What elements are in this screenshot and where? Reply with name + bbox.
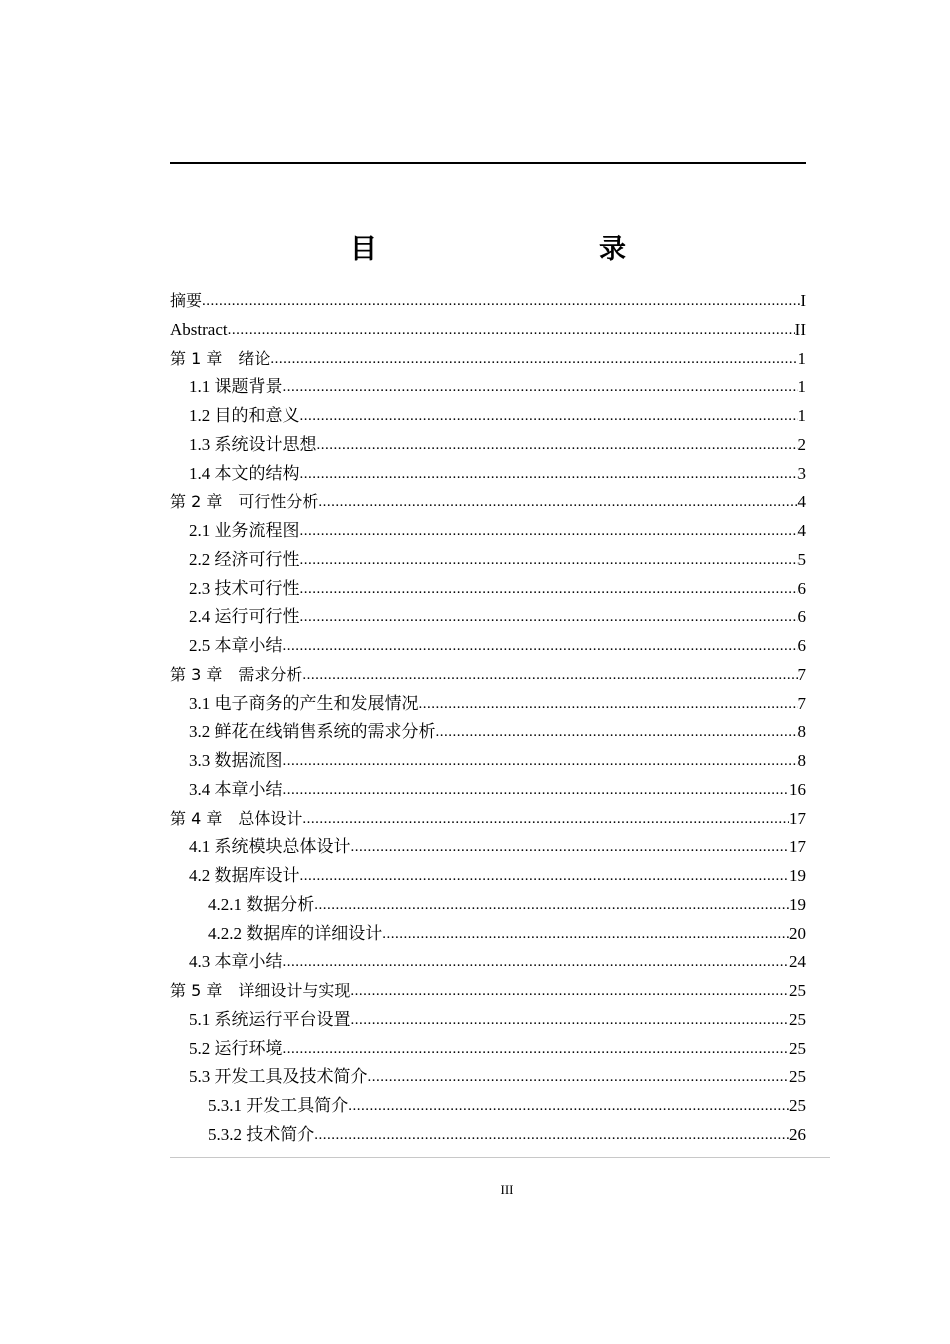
toc-entry-label: 摘要 <box>170 291 203 310</box>
toc-dot-leader <box>283 948 790 977</box>
toc-dot-leader <box>302 805 789 834</box>
toc-entry-page: 17 <box>789 837 806 857</box>
toc-chapter-entry[interactable] <box>170 977 806 1006</box>
toc-dot-leader <box>382 920 789 949</box>
toc-entry-label: 第 3 章 需求分析 <box>170 664 303 684</box>
toc-dot-leader <box>283 776 790 805</box>
toc-chapter-entry[interactable] <box>170 805 806 834</box>
toc-section-entry[interactable] <box>170 517 806 546</box>
toc-entry-page: 6 <box>797 636 806 655</box>
table-of-contents <box>170 287 806 1150</box>
toc-entry-page: 25 <box>789 1009 806 1029</box>
toc-dot-leader <box>350 977 789 1006</box>
toc-dot-leader <box>300 517 798 546</box>
toc-entry-page: 8 <box>797 722 806 742</box>
toc-entry-page: 1 <box>797 377 806 397</box>
toc-chapter-entry[interactable] <box>170 661 806 690</box>
toc-entry-page: 24 <box>789 952 806 972</box>
toc-section-entry[interactable] <box>170 1035 806 1064</box>
toc-dot-leader <box>202 287 800 316</box>
toc-entry-page: 25 <box>789 981 806 1000</box>
toc-entry-page: 25 <box>789 1067 806 1087</box>
toc-entry-page: 17 <box>789 808 806 828</box>
toc-dot-leader <box>368 1063 790 1092</box>
toc-entry-page: 26 <box>789 1124 806 1144</box>
toc-entry-page: 2 <box>797 434 806 454</box>
toc-section-entry[interactable] <box>170 632 806 661</box>
toc-entry-label: 第 1 章 绪论 <box>170 348 271 368</box>
toc-dot-leader <box>283 747 798 776</box>
toc-entry-page: 1 <box>797 348 806 368</box>
toc-entry-page: 7 <box>797 693 806 713</box>
toc-dot-leader <box>283 632 798 661</box>
toc-section-entry[interactable] <box>170 460 806 489</box>
toc-chapter-entry[interactable] <box>170 345 806 374</box>
toc-subsection-entry[interactable] <box>170 1121 806 1150</box>
toc-section-entry[interactable] <box>170 690 806 719</box>
toc-entry-label: Abstract <box>170 319 228 339</box>
toc-entry-label: 2.3 技术可行性 <box>189 578 300 598</box>
toc-dot-leader <box>314 891 789 920</box>
toc-entry-label: 3.4 本章小结 <box>189 779 283 799</box>
header-rule <box>170 162 806 164</box>
toc-section-entry[interactable] <box>170 862 806 891</box>
toc-chapter-entry[interactable] <box>170 287 806 316</box>
toc-section-entry[interactable] <box>170 1063 806 1092</box>
toc-chapter-entry[interactable] <box>170 488 806 517</box>
toc-subsection-entry[interactable] <box>170 891 806 920</box>
toc-entry-label: 3.3 数据流图 <box>189 751 283 770</box>
toc-section-entry[interactable] <box>170 1006 806 1035</box>
toc-dot-leader <box>302 661 797 690</box>
toc-dot-leader <box>351 1006 790 1035</box>
toc-entry-label: 5.1 系统运行平台设置 <box>189 1009 351 1029</box>
toc-entry-label: 第 4 章 总体设计 <box>170 808 303 828</box>
toc-dot-leader <box>270 345 797 374</box>
toc-dot-leader <box>283 373 798 402</box>
toc-dot-leader <box>300 575 798 604</box>
toc-dot-leader <box>436 718 798 747</box>
toc-entry-label: 2.4 运行可行性 <box>189 607 300 627</box>
toc-dot-leader <box>300 402 798 431</box>
toc-entry-page: 5 <box>797 549 806 569</box>
toc-entry-label: 2.1 业务流程图 <box>189 521 300 540</box>
toc-entry-page: 25 <box>789 1096 806 1115</box>
toc-entry-page: 6 <box>797 607 806 627</box>
toc-entry-page: 7 <box>797 664 806 684</box>
toc-dot-leader <box>317 431 798 460</box>
toc-entry-label: 4.2 数据库设计 <box>189 866 300 885</box>
toc-entry-label: 2.5 本章小结 <box>189 636 283 655</box>
toc-dot-leader <box>283 1035 790 1064</box>
toc-entry-page: 20 <box>789 923 806 943</box>
toc-entry-page: 4 <box>797 492 806 512</box>
footer-rule <box>170 1157 830 1158</box>
toc-entry-label: 1.4 本文的结构 <box>189 463 300 483</box>
toc-section-entry[interactable] <box>170 373 806 402</box>
toc-section-entry[interactable] <box>170 402 806 431</box>
toc-entry-page: 6 <box>797 578 806 598</box>
toc-subsection-entry[interactable] <box>170 920 806 949</box>
toc-section-entry[interactable] <box>170 747 806 776</box>
toc-section-entry[interactable] <box>170 546 806 575</box>
toc-entry-page: 25 <box>789 1038 806 1058</box>
toc-entry-label: 1.2 目的和意义 <box>189 406 300 425</box>
toc-section-entry[interactable] <box>170 575 806 604</box>
toc-dot-leader <box>419 690 798 719</box>
toc-section-entry[interactable] <box>170 431 806 460</box>
page-number: III <box>500 1182 514 1197</box>
toc-entry-label: 5.2 运行环境 <box>189 1038 283 1058</box>
toc-entry-page: 1 <box>797 406 806 425</box>
toc-section-entry[interactable] <box>170 718 806 747</box>
toc-section-entry[interactable] <box>170 948 806 977</box>
toc-entry-page: 19 <box>789 866 806 885</box>
toc-entry-label: 2.2 经济可行性 <box>189 549 300 569</box>
toc-entry-label: 4.2.1 数据分析 <box>208 894 315 914</box>
toc-entry-page: 3 <box>797 463 806 483</box>
toc-entry-page: 8 <box>797 751 806 770</box>
toc-entry-label: 5.3.2 技术简介 <box>208 1124 315 1144</box>
toc-entry-label: 1.1 课题背景 <box>189 377 283 397</box>
toc-entry-label: 5.3 开发工具及技术简介 <box>189 1067 368 1087</box>
toc-entry-label: 3.1 电子商务的产生和发展情况 <box>189 693 419 713</box>
toc-dot-leader <box>348 1092 789 1121</box>
toc-entry-page: 4 <box>797 521 806 540</box>
toc-dot-leader <box>300 546 798 575</box>
toc-entry-label: 4.3 本章小结 <box>189 952 283 972</box>
toc-dot-leader <box>228 316 795 345</box>
toc-dot-leader <box>314 1121 789 1150</box>
toc-dot-leader <box>300 862 790 891</box>
toc-title: 目 录 <box>350 234 682 265</box>
toc-chapter-entry[interactable] <box>170 316 806 345</box>
toc-entry-label: 1.3 系统设计思想 <box>189 434 317 454</box>
toc-dot-leader <box>300 603 798 632</box>
toc-entry-label: 4.2.2 数据库的详细设计 <box>208 923 383 943</box>
toc-dot-leader <box>351 833 790 862</box>
toc-entry-page: I <box>800 291 806 310</box>
toc-section-entry[interactable] <box>170 603 806 632</box>
toc-entry-page: 19 <box>789 894 806 914</box>
toc-entry-label: 3.2 鲜花在线销售系统的需求分析 <box>189 722 436 742</box>
toc-section-entry[interactable] <box>170 776 806 805</box>
toc-section-entry[interactable] <box>170 833 806 862</box>
toc-entry-label: 第 2 章 可行性分析 <box>170 492 319 512</box>
toc-entry-page: II <box>794 319 806 339</box>
toc-dot-leader <box>318 488 797 517</box>
toc-dot-leader <box>300 460 798 489</box>
toc-entry-label: 第 5 章 详细设计与实现 <box>170 981 351 1000</box>
toc-subsection-entry[interactable] <box>170 1092 806 1121</box>
toc-entry-label: 5.3.1 开发工具简介 <box>208 1096 349 1115</box>
toc-entry-page: 16 <box>789 779 806 799</box>
toc-entry-label: 4.1 系统模块总体设计 <box>189 837 351 857</box>
